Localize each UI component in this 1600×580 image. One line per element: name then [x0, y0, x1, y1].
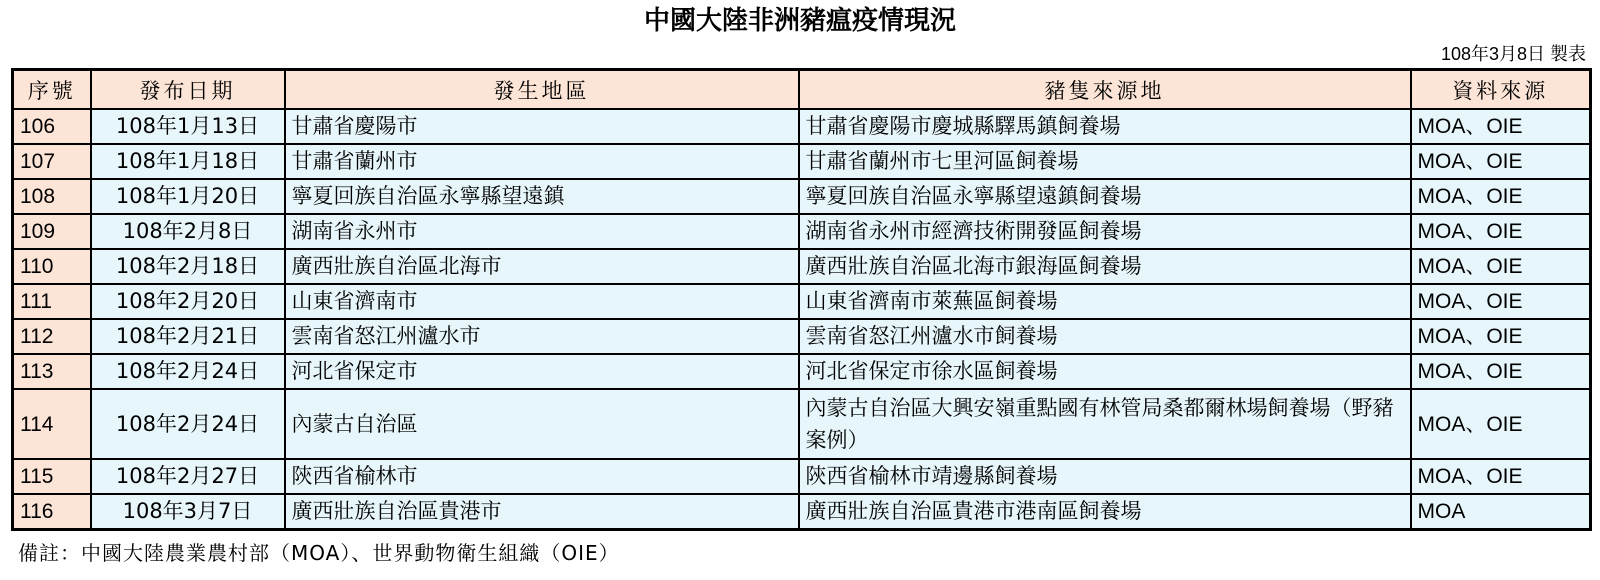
cell-date: 108年1月13日 [91, 109, 285, 144]
table-row [13, 249, 1591, 284]
cell-origin: 廣西壯族自治區北海市銀海區飼養場 [799, 249, 1411, 284]
table-row [13, 179, 1591, 214]
cell-source: MOA、OIE [1411, 354, 1591, 389]
cell-no: 111 [13, 284, 91, 319]
cell-area: 雲南省怒江州瀘水市 [285, 319, 799, 354]
header-source: 資料來源 [1411, 70, 1591, 110]
cell-no: 106 [13, 109, 91, 144]
cell-date: 108年2月24日 [91, 354, 285, 389]
cell-source: MOA、OIE [1411, 109, 1591, 144]
table-row [13, 389, 1591, 459]
cell-date: 108年1月18日 [91, 144, 285, 179]
cell-date: 108年2月18日 [91, 249, 285, 284]
table-row [13, 284, 1591, 319]
cell-date: 108年2月24日 [91, 389, 285, 459]
cell-source: MOA、OIE [1411, 214, 1591, 249]
cell-no: 114 [13, 389, 91, 459]
cell-source: MOA、OIE [1411, 284, 1591, 319]
date-made: 108年3月8日 製表 [1440, 44, 1586, 64]
cell-area: 甘肅省慶陽市 [285, 109, 799, 144]
cell-origin: 雲南省怒江州瀘水市飼養場 [799, 319, 1411, 354]
cell-origin: 陝西省榆林市靖邊縣飼養場 [799, 459, 1411, 494]
cell-no: 107 [13, 144, 91, 179]
cell-source: MOA、OIE [1411, 459, 1591, 494]
table-body [13, 109, 1591, 530]
header-origin: 豬隻來源地 [799, 70, 1411, 110]
cell-no: 110 [13, 249, 91, 284]
cell-area: 內蒙古自治區 [285, 389, 799, 459]
cell-origin: 山東省濟南市萊蕪區飼養場 [799, 284, 1411, 319]
cell-area: 廣西壯族自治區貴港市 [285, 494, 799, 530]
cell-no: 115 [13, 459, 91, 494]
table-row [13, 109, 1591, 144]
table-row [13, 319, 1591, 354]
cell-source: MOA [1411, 494, 1591, 530]
table-row [13, 459, 1591, 494]
cell-origin: 寧夏回族自治區永寧縣望遠鎮飼養場 [799, 179, 1411, 214]
cell-date: 108年2月8日 [91, 214, 285, 249]
cell-no: 109 [13, 214, 91, 249]
cell-no: 113 [13, 354, 91, 389]
cell-no: 116 [13, 494, 91, 530]
cell-date: 108年2月20日 [91, 284, 285, 319]
header-date: 發布日期 [91, 70, 285, 110]
cell-source: MOA、OIE [1411, 179, 1591, 214]
cell-no: 108 [13, 179, 91, 214]
page-title: 中國大陸非洲豬瘟疫情現況 [643, 6, 956, 36]
cell-source: MOA、OIE [1411, 319, 1591, 354]
table-header-row [13, 70, 1591, 110]
cell-area: 山東省濟南市 [285, 284, 799, 319]
cell-origin: 廣西壯族自治區貴港市港南區飼養場 [799, 494, 1411, 530]
table-row [13, 354, 1591, 389]
cell-no: 112 [13, 319, 91, 354]
header-area: 發生地區 [285, 70, 799, 110]
cell-source: MOA、OIE [1411, 144, 1591, 179]
cell-area: 湖南省永州市 [285, 214, 799, 249]
header-no: 序號 [13, 70, 91, 110]
cell-area: 陝西省榆林市 [285, 459, 799, 494]
cell-source: MOA、OIE [1411, 249, 1591, 284]
outbreak-table [11, 68, 1592, 531]
cell-area: 甘肅省蘭州市 [285, 144, 799, 179]
cell-origin: 河北省保定市徐水區飼養場 [799, 354, 1411, 389]
cell-area: 河北省保定市 [285, 354, 799, 389]
footnote: 備註：中國大陸農業農村部（MOA）、世界動物衛生組織（OIE） [18, 541, 620, 565]
cell-origin: 甘肅省蘭州市七里河區飼養場 [799, 144, 1411, 179]
cell-origin: 湖南省永州市經濟技術開發區飼養場 [799, 214, 1411, 249]
table-row [13, 214, 1591, 249]
table-row [13, 494, 1591, 530]
cell-date: 108年1月20日 [91, 179, 285, 214]
cell-date: 108年3月7日 [91, 494, 285, 530]
cell-area: 廣西壯族自治區北海市 [285, 249, 799, 284]
cell-origin: 甘肅省慶陽市慶城縣驛馬鎮飼養場 [799, 109, 1411, 144]
cell-date: 108年2月21日 [91, 319, 285, 354]
table-row [13, 144, 1591, 179]
cell-area: 寧夏回族自治區永寧縣望遠鎮 [285, 179, 799, 214]
cell-date: 108年2月27日 [91, 459, 285, 494]
cell-origin: 內蒙古自治區大興安嶺重點國有林管局桑都爾林場飼養場（野豬案例） [799, 389, 1411, 459]
cell-source: MOA、OIE [1411, 389, 1591, 459]
